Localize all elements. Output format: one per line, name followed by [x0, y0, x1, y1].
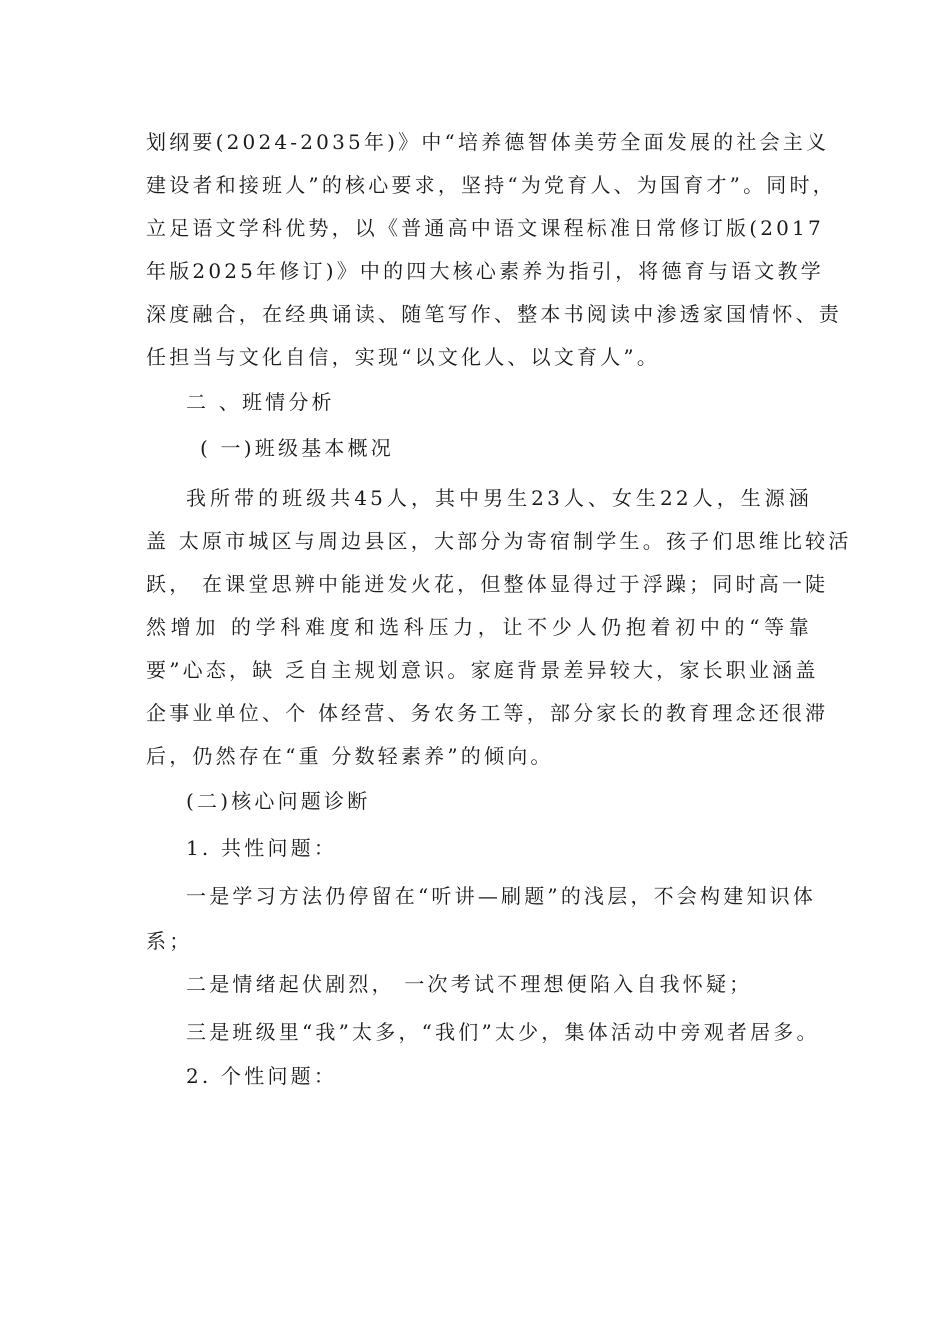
paragraph-line: 要”心态，缺 乏自主规划意识。家庭背景差异较大，家长职业涵盖	[146, 658, 819, 682]
paragraph-line: 深度融合，在经典诵读、随笔写作、整本书阅读中渗透家国情怀、责	[146, 302, 842, 326]
subsection-heading: (二)核心问题诊断	[186, 789, 371, 813]
paragraph-line: 跃， 在课堂思辨中能迸发火花，但整体显得过于浮躁；同时高一陡	[146, 572, 829, 596]
paragraph-line: 三是班级里“我”太多，“我们”太少，集体活动中旁观者居多。	[186, 1020, 820, 1044]
list-item-heading: 2. 个性问题：	[186, 1064, 338, 1088]
paragraph-line: 后，仍然存在“重 分数轻素养”的倾向。	[146, 744, 554, 768]
paragraph-line: 划纲要(2024-2035年)》中“培养德智体美劳全面发展的社会主义	[146, 130, 830, 154]
list-item-heading: 1. 共性问题：	[186, 836, 338, 860]
paragraph-line: 我所带的班级共45人，其中男生23人、女生22人，生源涵	[186, 486, 812, 510]
paragraph-line: 立足语文学科优势，以《普通高中语文课程标准日常修订版(2017	[146, 216, 824, 240]
paragraph-line: 系；	[146, 929, 193, 953]
paragraph-line: 盖 太原市城区与周边县区，大部分为寄宿制学生。孩子们思维比较活	[146, 529, 852, 553]
paragraph-line: 一是学习方法仍停留在“听讲—刷题”的浅层，不会构建知识体	[186, 884, 817, 908]
subsection-heading: ( 一)班级基本概况	[200, 436, 394, 460]
paragraph-line: 二是情绪起伏剧烈， 一次考试不理想便陷入自我怀疑；	[186, 972, 753, 996]
paragraph-line: 年版2025年修订)》中的四大核心素养为指引，将德育与语文教学	[146, 259, 824, 283]
paragraph-line: 然增加 的学科难度和选科压力，让不少人仍抱着初中的“等靠	[146, 615, 812, 639]
paragraph-line: 建设者和接班人”的核心要求，坚持“为党育人、为国育才”。同时，	[146, 173, 836, 197]
paragraph-line: 任担当与文化自信，实现“以文化人、以文育人”。	[146, 345, 661, 369]
section-heading: 二 、班情分析	[186, 390, 335, 414]
paragraph-line: 企事业单位、个 体经营、务农务工等，部分家长的教育理念还很滞	[146, 701, 829, 725]
